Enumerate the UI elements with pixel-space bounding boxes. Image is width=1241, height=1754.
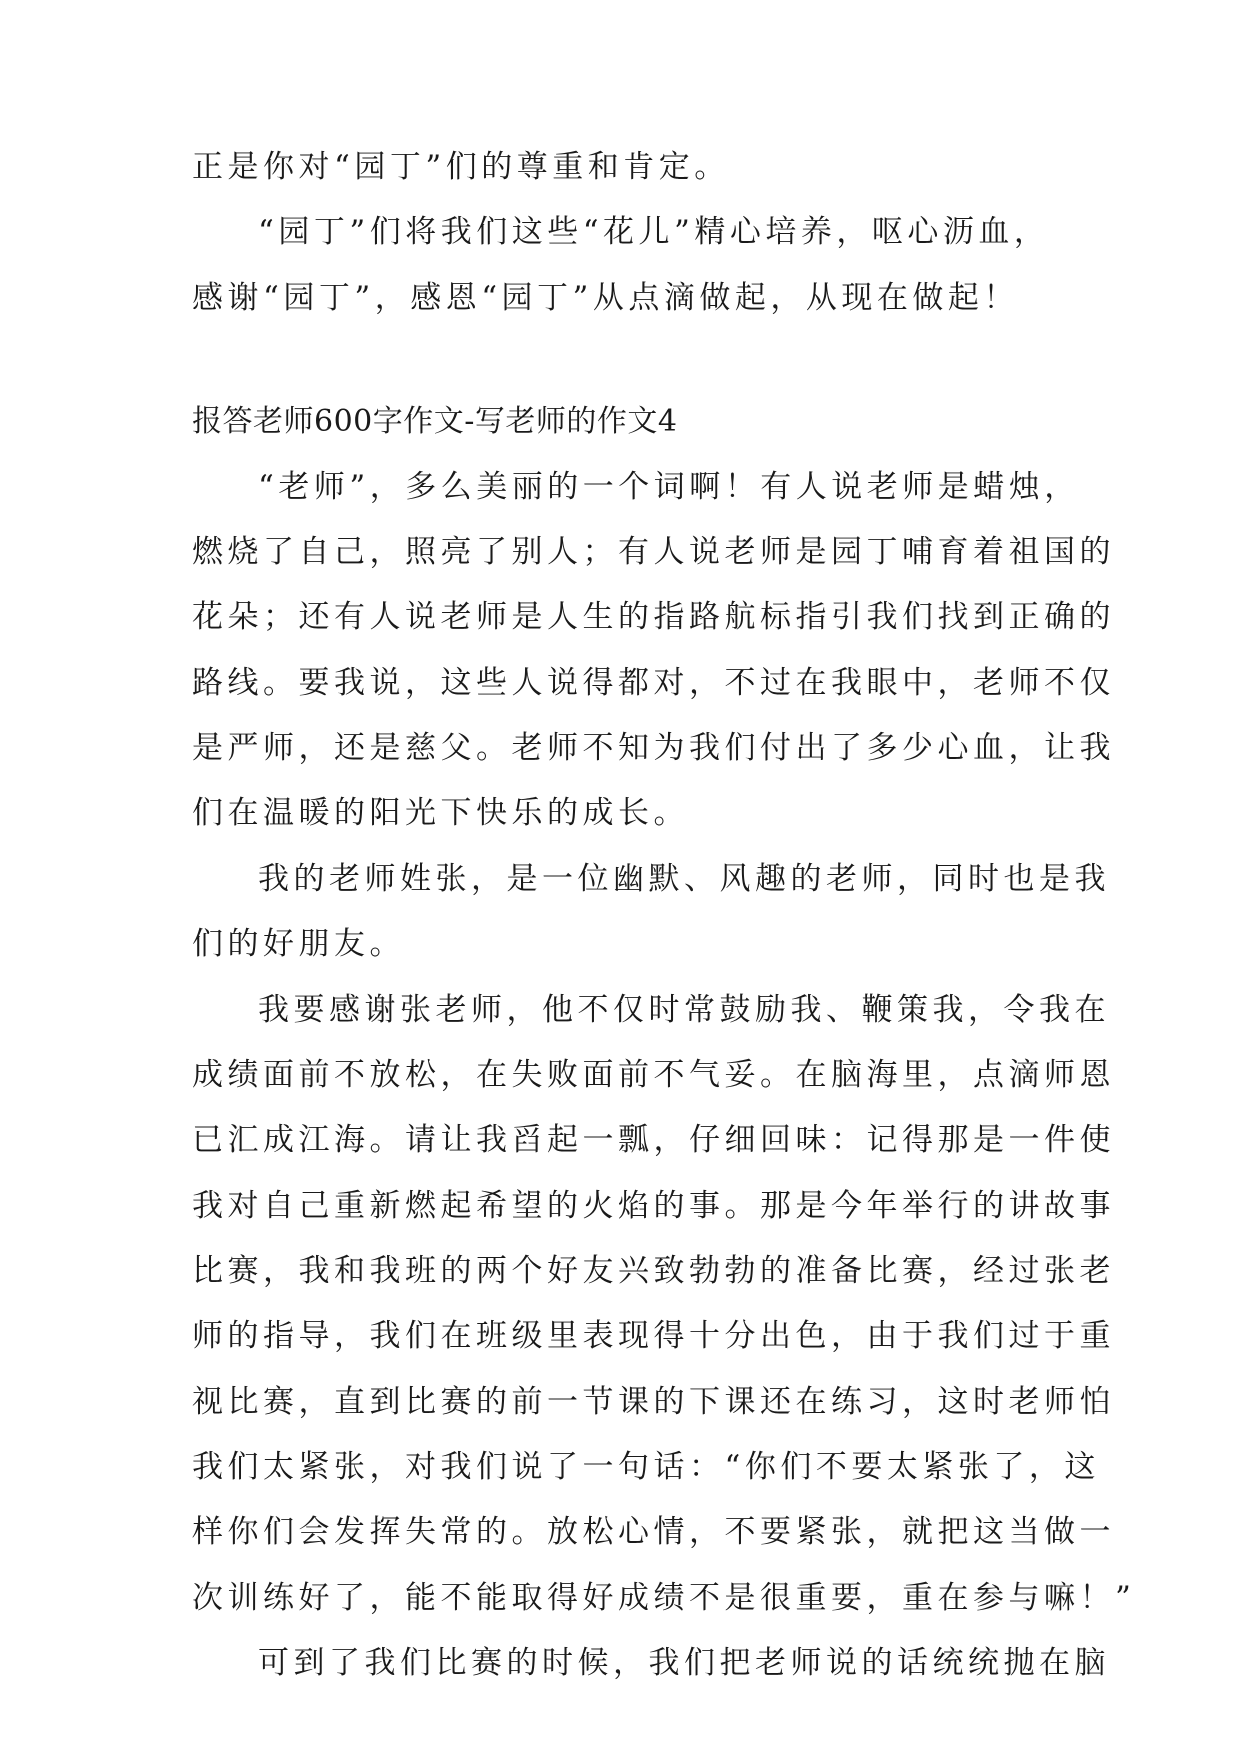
paragraph-line: “老师”，多么美丽的一个词啊！有人说老师是蜡烛， — [258, 469, 1080, 505]
paragraph-line: 感谢“园丁”，感恩“园丁”从点滴做起，从现在做起！ — [192, 280, 1019, 316]
paragraph-line: 成绩面前不放松，在失败面前不气妥。在脑海里，点滴师恩 — [192, 1057, 1115, 1093]
paragraph-line: 我们太紧张，对我们说了一句话：“你们不要太紧张了，这 — [192, 1449, 1100, 1485]
paragraph-line: 样你们会发挥失常的。放松心情，不要紧张，就把这当做一 — [192, 1514, 1115, 1550]
paragraph-line: 们的好朋友。 — [192, 926, 405, 962]
paragraph-line: 花朵；还有人说老师是人生的指路航标指引我们找到正确的 — [192, 599, 1115, 635]
paragraph-line: 我要感谢张老师，他不仅时常鼓励我、鞭策我，令我在 — [258, 992, 1110, 1028]
paragraph-line: 师的指导，我们在班级里表现得十分出色，由于我们过于重 — [192, 1318, 1115, 1354]
paragraph-line: 视比赛，直到比赛的前一节课的下课还在练习，这时老师怕 — [192, 1384, 1115, 1420]
paragraph-line: 已汇成江海。请让我舀起一瓢，仔细回味：记得那是一件使 — [192, 1122, 1115, 1158]
paragraph-line: 正是你对“园丁”们的尊重和肯定。 — [192, 149, 730, 185]
paragraph-line: 我对自己重新燃起希望的火焰的事。那是今年举行的讲故事 — [192, 1188, 1115, 1224]
paragraph-line: 是严师，还是慈父。老师不知为我们付出了多少心血，让我 — [192, 730, 1115, 766]
paragraph-line: “园丁”们将我们这些“花儿”精心培养，呕心沥血， — [258, 214, 1050, 250]
paragraph-line: 次训练好了，能不能取得好成绩不是很重要，重在参与嘛！” — [192, 1580, 1136, 1616]
paragraph-line: 们在温暖的阳光下快乐的成长。 — [192, 795, 689, 831]
paragraph-line: 比赛，我和我班的两个好友兴致勃勃的准备比赛，经过张老 — [192, 1253, 1115, 1289]
paragraph-line: 可到了我们比赛的时候，我们把老师说的话统统抛在脑 — [258, 1645, 1110, 1681]
paragraph-line: 我的老师姓张，是一位幽默、风趣的老师，同时也是我 — [258, 861, 1110, 897]
paragraph-line: 路线。要我说，这些人说得都对，不过在我眼中，老师不仅 — [192, 665, 1115, 701]
section-title: 报答老师600字作文-写老师的作文4 — [192, 404, 678, 439]
paragraph-line: 燃烧了自己，照亮了别人；有人说老师是园丁哺育着祖国的 — [192, 534, 1115, 570]
